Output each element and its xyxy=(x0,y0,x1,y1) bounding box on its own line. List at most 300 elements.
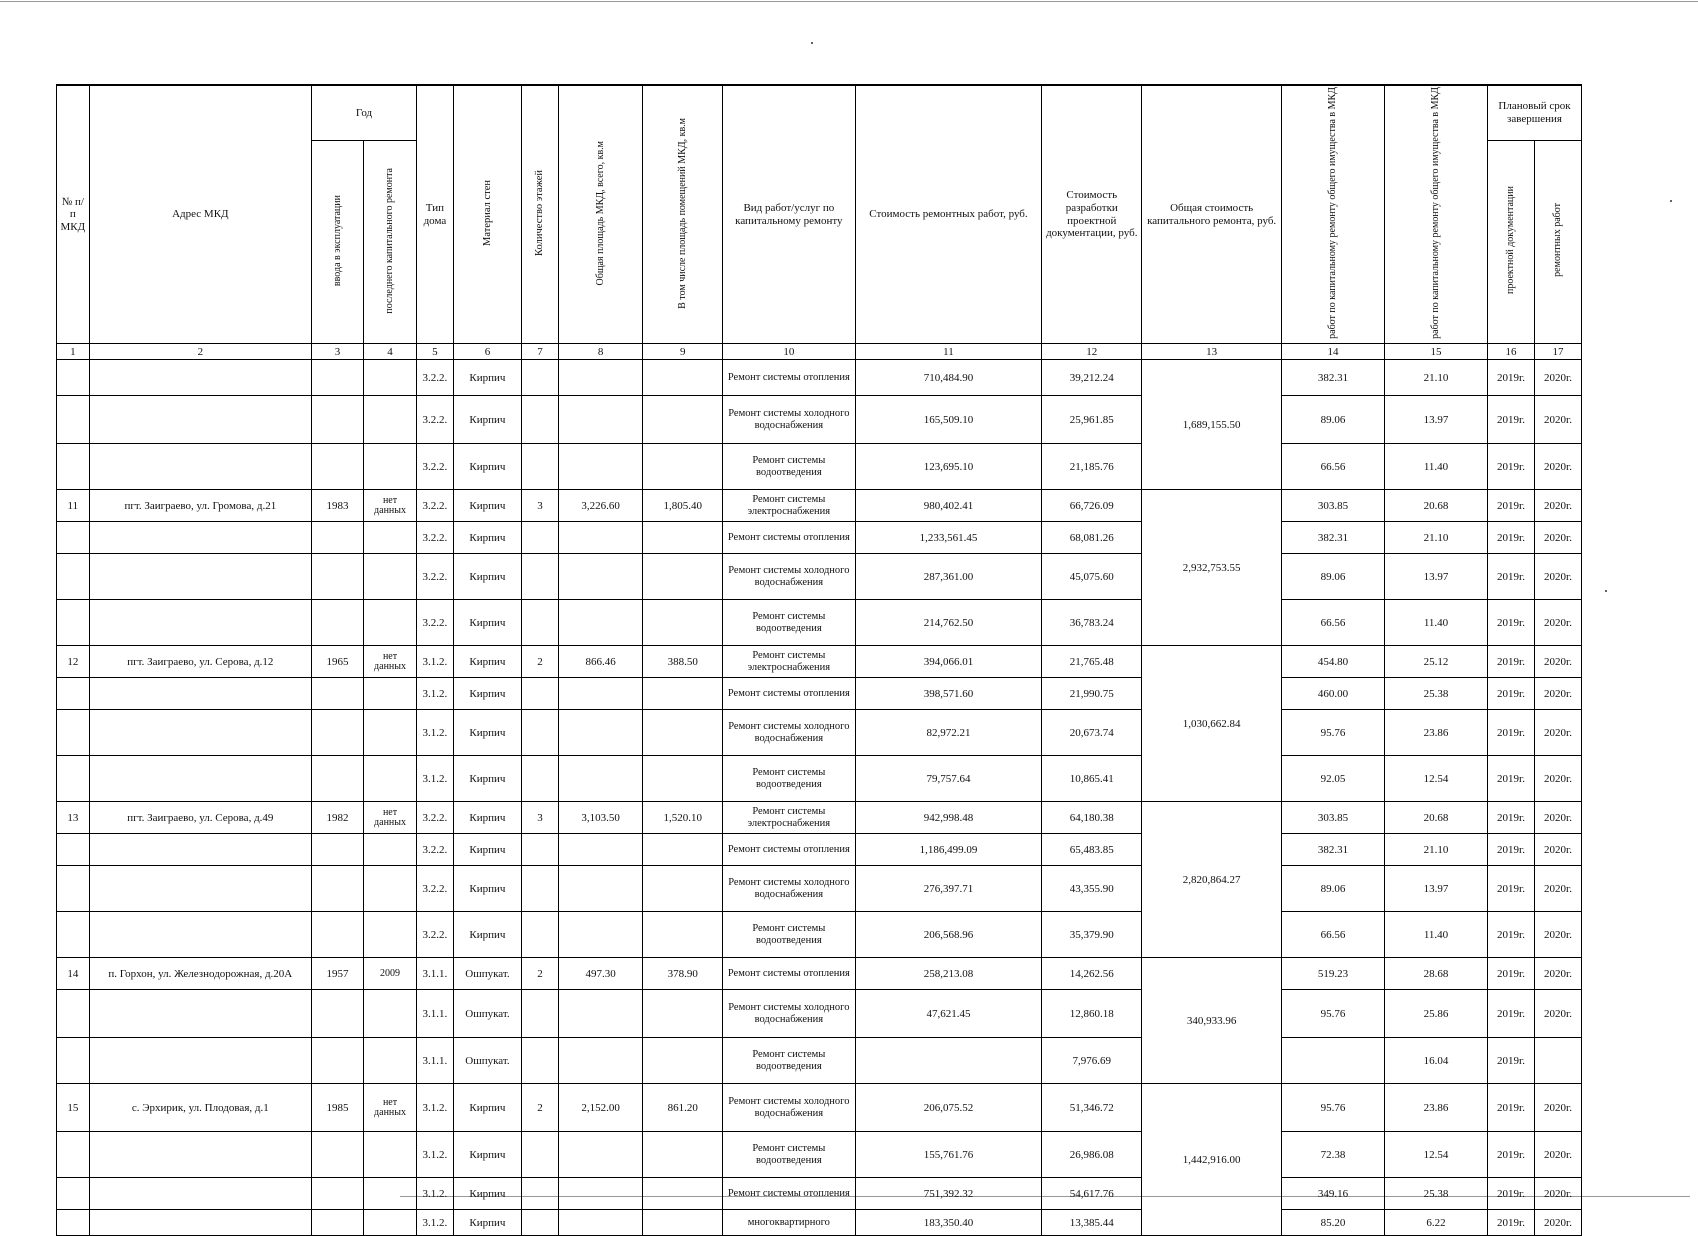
unit-cost-works-cell: 460.00 xyxy=(1281,678,1384,710)
floors-cell xyxy=(522,600,559,646)
term-works-cell: 2020г. xyxy=(1534,802,1581,834)
table-row xyxy=(57,678,1582,710)
row-number-cell xyxy=(57,522,90,554)
column-number: 14 xyxy=(1281,344,1384,360)
term-works-cell: 2020г. xyxy=(1534,360,1581,396)
floors-cell xyxy=(522,1178,559,1210)
area-premises-cell xyxy=(643,600,723,646)
term-design-cell: 2019г. xyxy=(1488,444,1535,490)
term-design-cell: 2019г. xyxy=(1488,678,1535,710)
house-type-cell: 3.2.2. xyxy=(417,866,454,912)
col-term-works-header xyxy=(1534,140,1581,344)
col-house-type-header: Тип дома xyxy=(417,85,454,344)
area-premises-cell: 378.90 xyxy=(643,958,723,990)
year-built-cell xyxy=(312,1038,364,1084)
material-cell: Кирпич xyxy=(453,866,521,912)
unit-cost-works-cell xyxy=(1281,1038,1384,1084)
area-total-cell xyxy=(558,834,643,866)
floors-cell xyxy=(522,1038,559,1084)
year-repair-cell xyxy=(364,990,417,1038)
area-total-cell: 866.46 xyxy=(558,646,643,678)
design-cost-cell: 21,765.48 xyxy=(1042,646,1142,678)
material-cell: Кирпич xyxy=(453,756,521,802)
unit-cost-works-cell: 85.20 xyxy=(1281,1210,1384,1236)
design-cost-cell: 13,385.44 xyxy=(1042,1210,1142,1236)
floors-cell: 2 xyxy=(522,958,559,990)
term-works-cell: 2020г. xyxy=(1534,1132,1581,1178)
total-cost-cell: 2,932,753.55 xyxy=(1142,490,1282,646)
term-works-cell xyxy=(1534,1038,1581,1084)
work-type-cell: Ремонт системы электроснабжения xyxy=(723,490,856,522)
floors-cell: 3 xyxy=(522,802,559,834)
house-type-cell: 3.1.2. xyxy=(417,1084,454,1132)
design-cost-cell: 43,355.90 xyxy=(1042,866,1142,912)
column-number: 12 xyxy=(1042,344,1142,360)
row-number-cell xyxy=(57,756,90,802)
table-row xyxy=(57,710,1582,756)
work-type-cell: Ремонт системы отопления xyxy=(723,958,856,990)
col-floors-header xyxy=(522,85,559,344)
house-type-cell: 3.1.1. xyxy=(417,1038,454,1084)
year-built-cell xyxy=(312,522,364,554)
row-number-cell xyxy=(57,710,90,756)
table-row xyxy=(57,802,1582,834)
repair-cost-cell: 82,972.21 xyxy=(855,710,1042,756)
term-design-cell: 2019г. xyxy=(1488,1038,1535,1084)
design-cost-cell: 66,726.09 xyxy=(1042,490,1142,522)
area-premises-cell xyxy=(643,756,723,802)
repair-cost-cell: 206,075.52 xyxy=(855,1084,1042,1132)
repair-cost-cell: 155,761.76 xyxy=(855,1132,1042,1178)
house-type-cell: 3.2.2. xyxy=(417,802,454,834)
unit-cost-design-cell: 25.38 xyxy=(1385,678,1488,710)
work-type-cell: Ремонт системы электроснабжения xyxy=(723,802,856,834)
work-type-cell: Ремонт системы водоотведения xyxy=(723,1038,856,1084)
year-repair-cell: нет данных xyxy=(364,490,417,522)
material-cell: Кирпич xyxy=(453,1132,521,1178)
area-total-cell xyxy=(558,866,643,912)
unit-cost-works-cell: 303.85 xyxy=(1281,802,1384,834)
term-design-cell: 2019г. xyxy=(1488,396,1535,444)
col-year-header: Год xyxy=(312,85,417,140)
area-premises-cell xyxy=(643,396,723,444)
term-design-cell: 2019г. xyxy=(1488,554,1535,600)
floors-cell xyxy=(522,360,559,396)
floors-cell: 2 xyxy=(522,646,559,678)
term-design-cell: 2019г. xyxy=(1488,1084,1535,1132)
term-works-cell: 2020г. xyxy=(1534,912,1581,958)
address-cell xyxy=(89,912,311,958)
column-number: 8 xyxy=(558,344,643,360)
total-cost-cell: 340,933.96 xyxy=(1142,958,1282,1084)
design-cost-cell: 36,783.24 xyxy=(1042,600,1142,646)
col-term-header: Плановый срок завершения xyxy=(1488,85,1582,140)
repair-cost-cell: 980,402.41 xyxy=(855,490,1042,522)
house-type-cell: 3.2.2. xyxy=(417,522,454,554)
year-repair-cell xyxy=(364,396,417,444)
column-number: 15 xyxy=(1385,344,1488,360)
house-type-cell: 3.1.2. xyxy=(417,678,454,710)
area-premises-cell xyxy=(643,554,723,600)
area-total-cell xyxy=(558,990,643,1038)
floors-cell xyxy=(522,554,559,600)
table-row xyxy=(57,396,1582,444)
area-premises-cell xyxy=(643,360,723,396)
col-c14-label: работ по капитальному ремонту общего имущества в МКД xyxy=(1326,87,1338,339)
year-repair-cell xyxy=(364,522,417,554)
design-cost-cell: 20,673.74 xyxy=(1042,710,1142,756)
repair-cost-cell: 287,361.00 xyxy=(855,554,1042,600)
floors-cell xyxy=(522,866,559,912)
work-type-cell: Ремонт системы холодного водоснабжения xyxy=(723,554,856,600)
col-c14-header xyxy=(1281,85,1384,344)
table-row xyxy=(57,756,1582,802)
year-built-cell xyxy=(312,1178,364,1210)
row-number-cell: 14 xyxy=(57,958,90,990)
work-type-cell: Ремонт системы отопления xyxy=(723,678,856,710)
table-row xyxy=(57,600,1582,646)
address-cell xyxy=(89,866,311,912)
area-premises-cell xyxy=(643,710,723,756)
area-premises-cell: 1,520.10 xyxy=(643,802,723,834)
year-built-cell xyxy=(312,912,364,958)
design-cost-cell: 10,865.41 xyxy=(1042,756,1142,802)
floors-cell xyxy=(522,710,559,756)
year-built-cell xyxy=(312,1210,364,1236)
floors-cell xyxy=(522,522,559,554)
term-works-cell: 2020г. xyxy=(1534,1084,1581,1132)
design-cost-cell: 26,986.08 xyxy=(1042,1132,1142,1178)
table-row xyxy=(57,912,1582,958)
column-number: 17 xyxy=(1534,344,1581,360)
col-year-built-label: ввода в эксплуатации xyxy=(331,194,343,286)
area-premises-cell xyxy=(643,912,723,958)
term-design-cell: 2019г. xyxy=(1488,522,1535,554)
table-row xyxy=(57,1178,1582,1210)
year-repair-cell xyxy=(364,710,417,756)
scan-speck xyxy=(811,42,813,44)
address-cell xyxy=(89,710,311,756)
address-cell: с. Эрхирик, ул. Плодовая, д.1 xyxy=(89,1084,311,1132)
unit-cost-works-cell: 89.06 xyxy=(1281,396,1384,444)
term-works-cell: 2020г. xyxy=(1534,958,1581,990)
area-total-cell xyxy=(558,710,643,756)
area-premises-cell xyxy=(643,1178,723,1210)
repair-cost-cell: 942,998.48 xyxy=(855,802,1042,834)
term-design-cell: 2019г. xyxy=(1488,360,1535,396)
floors-cell xyxy=(522,1132,559,1178)
col-year-repair-label: последнего капитального ремонта xyxy=(384,167,396,314)
floors-cell xyxy=(522,1210,559,1236)
year-built-cell xyxy=(312,554,364,600)
unit-cost-works-cell: 66.56 xyxy=(1281,600,1384,646)
term-works-cell: 2020г. xyxy=(1534,396,1581,444)
unit-cost-design-cell: 13.97 xyxy=(1385,554,1488,600)
year-repair-cell xyxy=(364,678,417,710)
column-number: 16 xyxy=(1488,344,1535,360)
unit-cost-design-cell: 12.54 xyxy=(1385,756,1488,802)
area-premises-cell xyxy=(643,444,723,490)
unit-cost-design-cell: 11.40 xyxy=(1385,600,1488,646)
unit-cost-design-cell: 23.86 xyxy=(1385,710,1488,756)
house-type-cell: 3.2.2. xyxy=(417,396,454,444)
total-cost-cell: 1,442,916.00 xyxy=(1142,1084,1282,1236)
unit-cost-design-cell: 13.97 xyxy=(1385,866,1488,912)
material-cell: Кирпич xyxy=(453,646,521,678)
term-works-cell: 2020г. xyxy=(1534,1178,1581,1210)
house-type-cell: 3.2.2. xyxy=(417,490,454,522)
scan-speck xyxy=(1670,200,1672,202)
material-cell: Кирпич xyxy=(453,1178,521,1210)
material-cell: Кирпич xyxy=(453,600,521,646)
unit-cost-works-cell: 454.80 xyxy=(1281,646,1384,678)
col-term-design-header xyxy=(1488,140,1535,344)
repair-cost-cell: 710,484.90 xyxy=(855,360,1042,396)
term-design-cell: 2019г. xyxy=(1488,490,1535,522)
design-cost-cell: 14,262.56 xyxy=(1042,958,1142,990)
term-design-cell: 2019г. xyxy=(1488,600,1535,646)
year-repair-cell xyxy=(364,912,417,958)
repair-cost-cell: 79,757.64 xyxy=(855,756,1042,802)
unit-cost-design-cell: 20.68 xyxy=(1385,490,1488,522)
design-cost-cell: 35,379.90 xyxy=(1042,912,1142,958)
area-total-cell xyxy=(558,756,643,802)
col-num-header: № п/п МКД xyxy=(57,85,90,344)
material-cell: Кирпич xyxy=(453,912,521,958)
unit-cost-design-cell: 25.86 xyxy=(1385,990,1488,1038)
col-premises-header xyxy=(643,85,723,344)
house-type-cell: 3.1.2. xyxy=(417,710,454,756)
year-repair-cell xyxy=(364,1038,417,1084)
year-built-cell: 1965 xyxy=(312,646,364,678)
material-cell: Ошпукат. xyxy=(453,990,521,1038)
col-c15-label: работ по капитальному ремонту общего имущества в МКД xyxy=(1430,87,1441,339)
material-cell: Кирпич xyxy=(453,490,521,522)
col-premises-label: В том числе площадь помещений МКД, кв.м xyxy=(676,117,688,309)
design-cost-cell: 7,976.69 xyxy=(1042,1038,1142,1084)
year-repair-cell xyxy=(364,1210,417,1236)
year-repair-cell xyxy=(364,360,417,396)
material-cell: Кирпич xyxy=(453,444,521,490)
area-total-cell xyxy=(558,396,643,444)
work-type-cell: Ремонт системы холодного водоснабжения xyxy=(723,396,856,444)
address-cell xyxy=(89,1210,311,1236)
unit-cost-design-cell: 28.68 xyxy=(1385,958,1488,990)
unit-cost-works-cell: 95.76 xyxy=(1281,1084,1384,1132)
work-type-cell: Ремонт системы водоотведения xyxy=(723,912,856,958)
address-cell xyxy=(89,444,311,490)
area-premises-cell xyxy=(643,834,723,866)
repair-cost-cell: 123,695.10 xyxy=(855,444,1042,490)
area-premises-cell xyxy=(643,990,723,1038)
house-type-cell: 3.1.2. xyxy=(417,756,454,802)
term-works-cell: 2020г. xyxy=(1534,834,1581,866)
house-type-cell: 3.1.1. xyxy=(417,990,454,1038)
design-cost-cell: 64,180.38 xyxy=(1042,802,1142,834)
row-number-cell xyxy=(57,360,90,396)
col-c15-header xyxy=(1385,85,1488,344)
work-type-cell: Ремонт системы водоотведения xyxy=(723,600,856,646)
unit-cost-design-cell: 6.22 xyxy=(1385,1210,1488,1236)
row-number-cell xyxy=(57,912,90,958)
area-total-cell xyxy=(558,554,643,600)
design-cost-cell: 65,483.85 xyxy=(1042,834,1142,866)
area-total-cell xyxy=(558,600,643,646)
material-cell: Ошпукат. xyxy=(453,1038,521,1084)
row-number-cell xyxy=(57,444,90,490)
repair-cost-cell: 398,571.60 xyxy=(855,678,1042,710)
area-total-cell xyxy=(558,1210,643,1236)
row-number-cell: 15 xyxy=(57,1084,90,1132)
year-built-cell xyxy=(312,866,364,912)
unit-cost-works-cell: 89.06 xyxy=(1281,866,1384,912)
design-cost-cell: 51,346.72 xyxy=(1042,1084,1142,1132)
col-work-header: Вид работ/услуг по капитальному ремонту xyxy=(723,85,856,344)
year-built-cell xyxy=(312,396,364,444)
area-premises-cell xyxy=(643,678,723,710)
address-cell: пгт. Заиграево, ул. Громова, д.21 xyxy=(89,490,311,522)
year-repair-cell xyxy=(364,554,417,600)
work-type-cell: Ремонт системы отопления xyxy=(723,1178,856,1210)
unit-cost-design-cell: 20.68 xyxy=(1385,802,1488,834)
year-repair-cell: нет данных xyxy=(364,646,417,678)
floors-cell xyxy=(522,834,559,866)
year-repair-cell xyxy=(364,1178,417,1210)
term-design-cell: 2019г. xyxy=(1488,912,1535,958)
address-cell xyxy=(89,834,311,866)
material-cell: Кирпич xyxy=(453,678,521,710)
address-cell xyxy=(89,360,311,396)
table-row xyxy=(57,444,1582,490)
row-number-cell: 12 xyxy=(57,646,90,678)
area-total-cell: 2,152.00 xyxy=(558,1084,643,1132)
year-repair-cell xyxy=(364,756,417,802)
table-row xyxy=(57,490,1582,522)
unit-cost-works-cell: 519.23 xyxy=(1281,958,1384,990)
unit-cost-works-cell: 382.31 xyxy=(1281,834,1384,866)
area-total-cell xyxy=(558,1038,643,1084)
header-row xyxy=(57,85,1582,140)
column-number: 6 xyxy=(453,344,521,360)
work-type-cell: Ремонт системы отопления xyxy=(723,522,856,554)
material-cell: Кирпич xyxy=(453,802,521,834)
unit-cost-design-cell: 12.54 xyxy=(1385,1132,1488,1178)
area-premises-cell xyxy=(643,1038,723,1084)
material-cell: Кирпич xyxy=(453,1210,521,1236)
row-number-cell xyxy=(57,1132,90,1178)
row-number-cell xyxy=(57,1178,90,1210)
table-row xyxy=(57,554,1582,600)
repair-cost-cell: 165,509.10 xyxy=(855,396,1042,444)
unit-cost-works-cell: 95.76 xyxy=(1281,710,1384,756)
area-total-cell xyxy=(558,678,643,710)
term-design-cell: 2019г. xyxy=(1488,990,1535,1038)
col-term-design-label: проектной документации xyxy=(1504,186,1516,295)
unit-cost-design-cell: 25.12 xyxy=(1385,646,1488,678)
design-cost-cell: 25,961.85 xyxy=(1042,396,1142,444)
unit-cost-works-cell: 72.38 xyxy=(1281,1132,1384,1178)
term-works-cell: 2020г. xyxy=(1534,444,1581,490)
row-number-cell xyxy=(57,1210,90,1236)
year-repair-cell: нет данных xyxy=(364,802,417,834)
column-number: 2 xyxy=(89,344,311,360)
term-design-cell: 2019г. xyxy=(1488,834,1535,866)
term-works-cell: 2020г. xyxy=(1534,522,1581,554)
material-cell: Кирпич xyxy=(453,554,521,600)
scan-top-edge xyxy=(0,1,1698,2)
address-cell xyxy=(89,1132,311,1178)
capital-repair-table xyxy=(56,84,1582,1236)
row-number-cell xyxy=(57,990,90,1038)
year-repair-cell xyxy=(364,444,417,490)
house-type-cell: 3.2.2. xyxy=(417,554,454,600)
col-material-label: Материал стен xyxy=(481,179,493,246)
house-type-cell: 3.1.2. xyxy=(417,646,454,678)
repair-cost-cell: 394,066.01 xyxy=(855,646,1042,678)
term-works-cell: 2020г. xyxy=(1534,866,1581,912)
unit-cost-design-cell: 11.40 xyxy=(1385,912,1488,958)
col-year-built-header xyxy=(312,140,364,344)
col-area-header xyxy=(558,85,643,344)
address-cell xyxy=(89,396,311,444)
column-number: 7 xyxy=(522,344,559,360)
house-type-cell: 3.1.1. xyxy=(417,958,454,990)
year-built-cell: 1985 xyxy=(312,1084,364,1132)
unit-cost-works-cell: 66.56 xyxy=(1281,444,1384,490)
address-cell: п. Горхон, ул. Железнодорожная, д.20А xyxy=(89,958,311,990)
unit-cost-design-cell: 21.10 xyxy=(1385,522,1488,554)
year-repair-cell xyxy=(364,834,417,866)
unit-cost-design-cell: 25.38 xyxy=(1385,1178,1488,1210)
term-design-cell: 2019г. xyxy=(1488,958,1535,990)
row-number-cell: 11 xyxy=(57,490,90,522)
row-number-cell: 13 xyxy=(57,802,90,834)
row-number-cell xyxy=(57,1038,90,1084)
year-built-cell: 1983 xyxy=(312,490,364,522)
column-number: 9 xyxy=(643,344,723,360)
area-premises-cell: 861.20 xyxy=(643,1084,723,1132)
table-row xyxy=(57,958,1582,990)
col-cost-header: Стоимость ремонтных работ, руб. xyxy=(855,85,1042,344)
col-total-header: Общая стоимость капитального ремонта, руб. xyxy=(1142,85,1282,344)
area-premises-cell xyxy=(643,522,723,554)
row-number-cell xyxy=(57,554,90,600)
work-type-cell: Ремонт системы холодного водоснабжения xyxy=(723,1084,856,1132)
work-type-cell: Ремонт системы водоотведения xyxy=(723,756,856,802)
material-cell: Кирпич xyxy=(453,710,521,756)
total-cost-cell: 1,689,155.50 xyxy=(1142,360,1282,490)
house-type-cell: 3.1.2. xyxy=(417,1178,454,1210)
floors-cell xyxy=(522,396,559,444)
term-design-cell: 2019г. xyxy=(1488,710,1535,756)
year-built-cell xyxy=(312,990,364,1038)
unit-cost-design-cell: 21.10 xyxy=(1385,360,1488,396)
floors-cell xyxy=(522,444,559,490)
table-row xyxy=(57,1132,1582,1178)
total-cost-cell: 1,030,662.84 xyxy=(1142,646,1282,802)
col-term-works-label: ремонтных работ xyxy=(1551,203,1563,278)
unit-cost-design-cell: 13.97 xyxy=(1385,396,1488,444)
table-row xyxy=(57,522,1582,554)
floors-cell xyxy=(522,756,559,802)
year-built-cell xyxy=(312,678,364,710)
term-works-cell: 2020г. xyxy=(1534,554,1581,600)
term-design-cell: 2019г. xyxy=(1488,1178,1535,1210)
repair-cost-cell: 1,186,499.09 xyxy=(855,834,1042,866)
year-repair-cell: нет данных xyxy=(364,1084,417,1132)
address-cell xyxy=(89,522,311,554)
repair-cost-cell: 1,233,561.45 xyxy=(855,522,1042,554)
